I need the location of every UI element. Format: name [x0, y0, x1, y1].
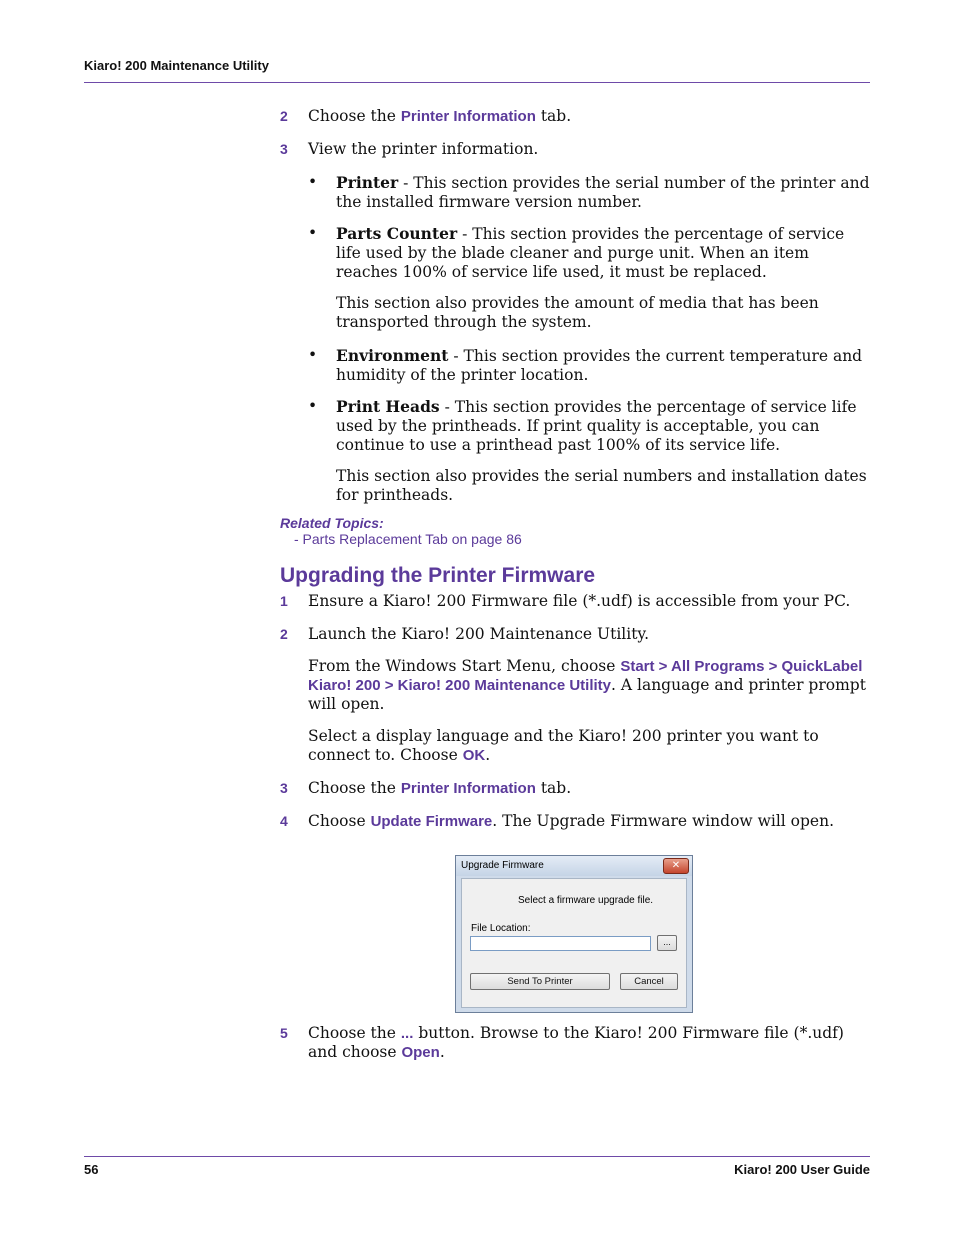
bullet-text: - This section provides the serial number of the printer and the installed firmware version number.: [336, 174, 870, 211]
step-text: .: [439, 1043, 445, 1061]
upgrade-firmware-dialog: [455, 855, 693, 1013]
step-text: View the printer information.: [308, 140, 539, 158]
bullet-text: - This section provides the percentage of service life used by the blade cleaner and purge unit. When an item reaches 100% of service life used, it must be replaced.: [336, 225, 845, 281]
step-number: 2: [280, 626, 288, 642]
upgrade-step-2-para-1: [308, 657, 870, 714]
step-text: Ensure a Kiaro! 200 Firmware file (*.udf) is accessible from your PC.: [308, 592, 851, 610]
open-ui: Open: [401, 1044, 440, 1061]
file-location-input[interactable]: [470, 936, 651, 951]
close-icon[interactable]: ✕: [663, 858, 689, 874]
printer-information-ui: Printer Information: [400, 108, 536, 125]
printer-information-ui: Printer Information: [400, 780, 536, 797]
related-topics-heading: Related Topics:: [280, 515, 384, 531]
bullet-text: - This section provides the percentage of service life used by the printheads. If print quality is acceptable, you can continue to use a printhead past 100% of its service life.: [336, 398, 857, 454]
footer-rule: [84, 1156, 870, 1157]
browse-ui: ...: [400, 1025, 414, 1042]
para-text: From the Windows Start Menu, choose: [308, 657, 621, 675]
bullet-term: Environment: [336, 346, 449, 365]
step-number: 1: [280, 593, 288, 609]
step-text: Choose the: [308, 107, 401, 125]
header-rule: [84, 82, 870, 83]
bullet-term: Print Heads: [336, 397, 440, 416]
para-text: .: [485, 746, 491, 764]
bullet-dot: •: [308, 173, 318, 191]
page-number: 56: [84, 1162, 99, 1177]
step-text: tab.: [535, 779, 572, 797]
update-firmware-ui: Update Firmware: [370, 813, 493, 830]
running-header: Kiaro! 200 Maintenance Utility: [84, 58, 269, 73]
file-location-label: File Location:: [471, 923, 531, 934]
related-topic-link[interactable]: - Parts Replacement Tab on page 86: [294, 531, 522, 547]
step-number: 5: [280, 1025, 288, 1041]
dialog-titlebar: [456, 856, 692, 876]
bullet-dot: •: [308, 397, 318, 415]
step-text: Choose: [308, 812, 371, 830]
bullet-dot: •: [308, 346, 318, 364]
guide-title: Kiaro! 200 User Guide: [734, 1162, 870, 1177]
bullet-term: Parts Counter: [336, 224, 458, 243]
step-number: 3: [280, 780, 288, 796]
ok-ui: OK: [462, 747, 486, 764]
bullet-dot: •: [308, 224, 318, 242]
dialog-prompt: Select a firmware upgrade file.: [518, 895, 654, 906]
start-menu-path-ui: Start > All Programs > QuickLabel Kiaro! 200 > Kiaro! 200 Maintenance Utility: [308, 658, 863, 694]
step-text: button. Browse to the Kiaro! 200 Firmware file (*.udf) and choose: [308, 1024, 844, 1061]
section-title: Upgrading the Printer Firmware: [280, 564, 596, 587]
step-number: 3: [280, 141, 288, 157]
browse-button[interactable]: ...: [657, 935, 677, 951]
bullet-text: - This section provides the current temperature and humidity of the printer location.: [336, 347, 863, 384]
step-text: . The Upgrade Firmware window will open.: [492, 812, 835, 830]
upgrade-step-2-para-2: [308, 727, 870, 765]
para-text: . A language and printer prompt will open.: [308, 676, 866, 713]
step-number: 2: [280, 108, 288, 124]
step-text: tab.: [535, 107, 572, 125]
bullet-extra-heads: This section also provides the serial numbers and installation dates for printheads.: [336, 467, 867, 504]
bullet-extra-parts: This section also provides the amount of media that has been transported through the system.: [336, 294, 819, 331]
dialog-title: Upgrade Firmware: [461, 860, 544, 871]
para-text: Select a display language and the Kiaro! 200 printer you want to connect to. Choose: [308, 727, 819, 764]
bullet-term: Printer: [336, 173, 399, 192]
step-text: Choose the: [308, 1024, 401, 1042]
cancel-button[interactable]: Cancel: [620, 973, 678, 990]
step-text: Launch the Kiaro! 200 Maintenance Utility.: [308, 625, 650, 643]
dialog-body: [461, 878, 687, 1008]
step-number: 4: [280, 813, 288, 829]
send-to-printer-button[interactable]: Send To Printer: [470, 973, 610, 990]
step-text: Choose the: [308, 779, 401, 797]
